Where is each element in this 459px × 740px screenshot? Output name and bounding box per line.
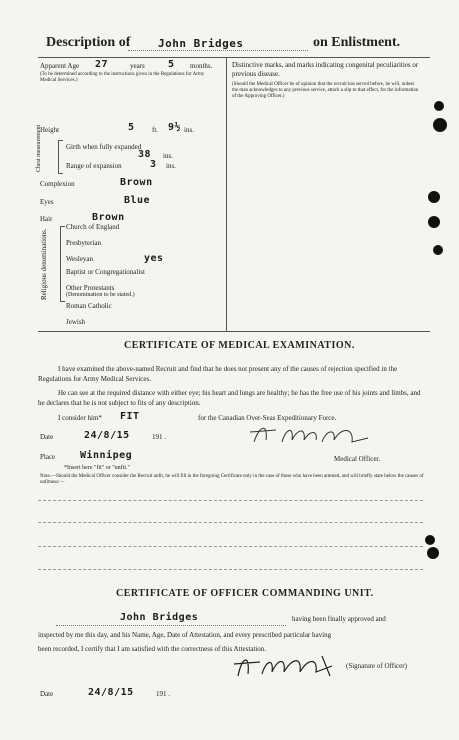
place-value: Winnipeg bbox=[80, 450, 133, 461]
punch-hole bbox=[427, 547, 439, 559]
chest-brace bbox=[58, 140, 63, 174]
height-ft: 5 bbox=[128, 122, 135, 133]
commanding-date-label: Date bbox=[40, 690, 54, 698]
age-label: Apparent Age bbox=[40, 62, 80, 70]
complexion-label: Complexion bbox=[40, 180, 75, 188]
fit-note: *Insert here "fit" or "unfit." bbox=[64, 465, 130, 471]
column-divider bbox=[226, 57, 227, 331]
blank-line bbox=[38, 569, 423, 570]
place-label: Place bbox=[40, 453, 56, 461]
marks-note: (Should the Medical Officer be of opinion that the recruit has served before, he will, unless the man acknowledges to any previous service, attach a slip to that effect, for the information of the Approving Officer.) bbox=[232, 82, 419, 99]
commanding-line2: inspected by me this day, and his Name, Age, Date of Attestation, and every prescribed particular having bbox=[38, 631, 332, 639]
commanding-year-prefix: 191 . bbox=[156, 690, 170, 698]
blank-line bbox=[38, 500, 423, 501]
medical-para1: I have examined the above-named Recruit and find that he does not present any of the causes of rejection specified in the Regulations for Army Medical Services. bbox=[38, 365, 398, 383]
medical-officer-signature bbox=[246, 420, 376, 450]
range-unit: ins. bbox=[166, 162, 176, 170]
for-text: for the Canadian Over-Seas Expeditionary Force. bbox=[198, 414, 337, 422]
marks-title: Distinctive marks, and marks indicating congenital peculiarities or previous disease. bbox=[232, 61, 419, 78]
eyes-label: Eyes bbox=[40, 198, 54, 206]
religion-wesleyan: Wesleyan bbox=[66, 255, 94, 263]
medical-heading: CERTIFICATE OF MEDICAL EXAMINATION. bbox=[124, 340, 355, 351]
consider-label: I consider him* bbox=[58, 414, 102, 422]
medical-officer-label: Medical Officer. bbox=[334, 455, 381, 463]
religion-church-of-england: Church of England bbox=[66, 223, 120, 231]
medical-date-label: Date bbox=[40, 433, 54, 441]
unfit-note: Note.—Should the Medical Officer consider the Recruit unfit, he will fill in the foregoing Certificate only in the case of those who have been attested, and will briefly state below the causes of unfitness:— bbox=[40, 474, 424, 485]
commanding-heading: CERTIFICATE OF OFFICER COMMANDING UNIT. bbox=[116, 588, 374, 599]
religion-other-protestants: Other Protestants bbox=[66, 284, 115, 292]
complexion-value: Brown bbox=[120, 177, 153, 188]
girth-value: 38 bbox=[138, 149, 152, 160]
eyes-value: Blue bbox=[124, 195, 151, 206]
hair-value: Brown bbox=[92, 212, 125, 223]
punch-hole bbox=[428, 216, 440, 228]
girth-label: Girth when fully expanded bbox=[66, 143, 142, 151]
hair-label: Hair bbox=[40, 215, 53, 223]
religion-baptist: Baptist or Congregationalist bbox=[66, 268, 145, 276]
punch-hole bbox=[434, 101, 444, 111]
punch-hole bbox=[428, 191, 440, 203]
header-name: John Bridges bbox=[158, 37, 244, 50]
medical-year-prefix: 191 . bbox=[152, 433, 166, 441]
fit-value: FIT bbox=[120, 411, 140, 422]
medical-date-value: 24/8/15 bbox=[84, 430, 130, 441]
height-ins: 9½ bbox=[168, 122, 182, 133]
header-title-right: on Enlistment. bbox=[313, 35, 401, 50]
chest-label: Chest measurement bbox=[36, 124, 42, 172]
religion-presbyterian: Presbyterian bbox=[66, 239, 101, 247]
commanding-line3: been recorded, I certify that I am satisfied with the correctness of this Attestation. bbox=[38, 645, 267, 653]
religion-label: Religious denominations. bbox=[40, 228, 48, 300]
signature-label: (Signature of Officer) bbox=[346, 662, 407, 670]
ins-word: ins. bbox=[184, 126, 194, 134]
religion-jewish: Jewish bbox=[66, 318, 86, 326]
girth-unit: ins. bbox=[163, 152, 173, 160]
age-years: 27 bbox=[95, 59, 109, 70]
punch-hole bbox=[425, 535, 435, 545]
blank-line bbox=[38, 546, 423, 547]
height-label: Height bbox=[40, 126, 60, 134]
age-months: 5 bbox=[168, 59, 175, 70]
months-word: months. bbox=[190, 62, 213, 70]
commanding-officer-signature bbox=[232, 650, 342, 680]
range-label: Range of expansion bbox=[66, 162, 122, 170]
medical-para2: He can see at the required distance with either eye; his heart and lungs are healthy; he has the free use of his joints and limbs, and he declares that he is not subject to fits of any description. bbox=[38, 389, 421, 407]
punch-hole bbox=[433, 245, 443, 255]
ft-word: ft. bbox=[152, 126, 159, 134]
header-title-left: Description of bbox=[46, 35, 131, 50]
religion-brace bbox=[60, 226, 65, 302]
religion-denomination-note: (Denomination to be stated.) bbox=[66, 292, 135, 298]
years-word: years bbox=[130, 62, 145, 70]
religion-roman-catholic: Roman Catholic bbox=[66, 302, 112, 310]
box-bottom-border bbox=[38, 331, 430, 332]
religion-mark: yes bbox=[144, 253, 164, 264]
commanding-name: John Bridges bbox=[120, 612, 199, 623]
commanding-line1: having been finally approved and bbox=[292, 615, 386, 623]
blank-line bbox=[38, 522, 423, 523]
commanding-date-value: 24/8/15 bbox=[88, 687, 134, 698]
range-value: 3 bbox=[150, 159, 157, 170]
punch-hole bbox=[433, 118, 447, 132]
box-top-border bbox=[38, 57, 430, 58]
age-note: (To be determined according to the instructions given in the Regulations for Army Medical Services.) bbox=[40, 72, 205, 83]
